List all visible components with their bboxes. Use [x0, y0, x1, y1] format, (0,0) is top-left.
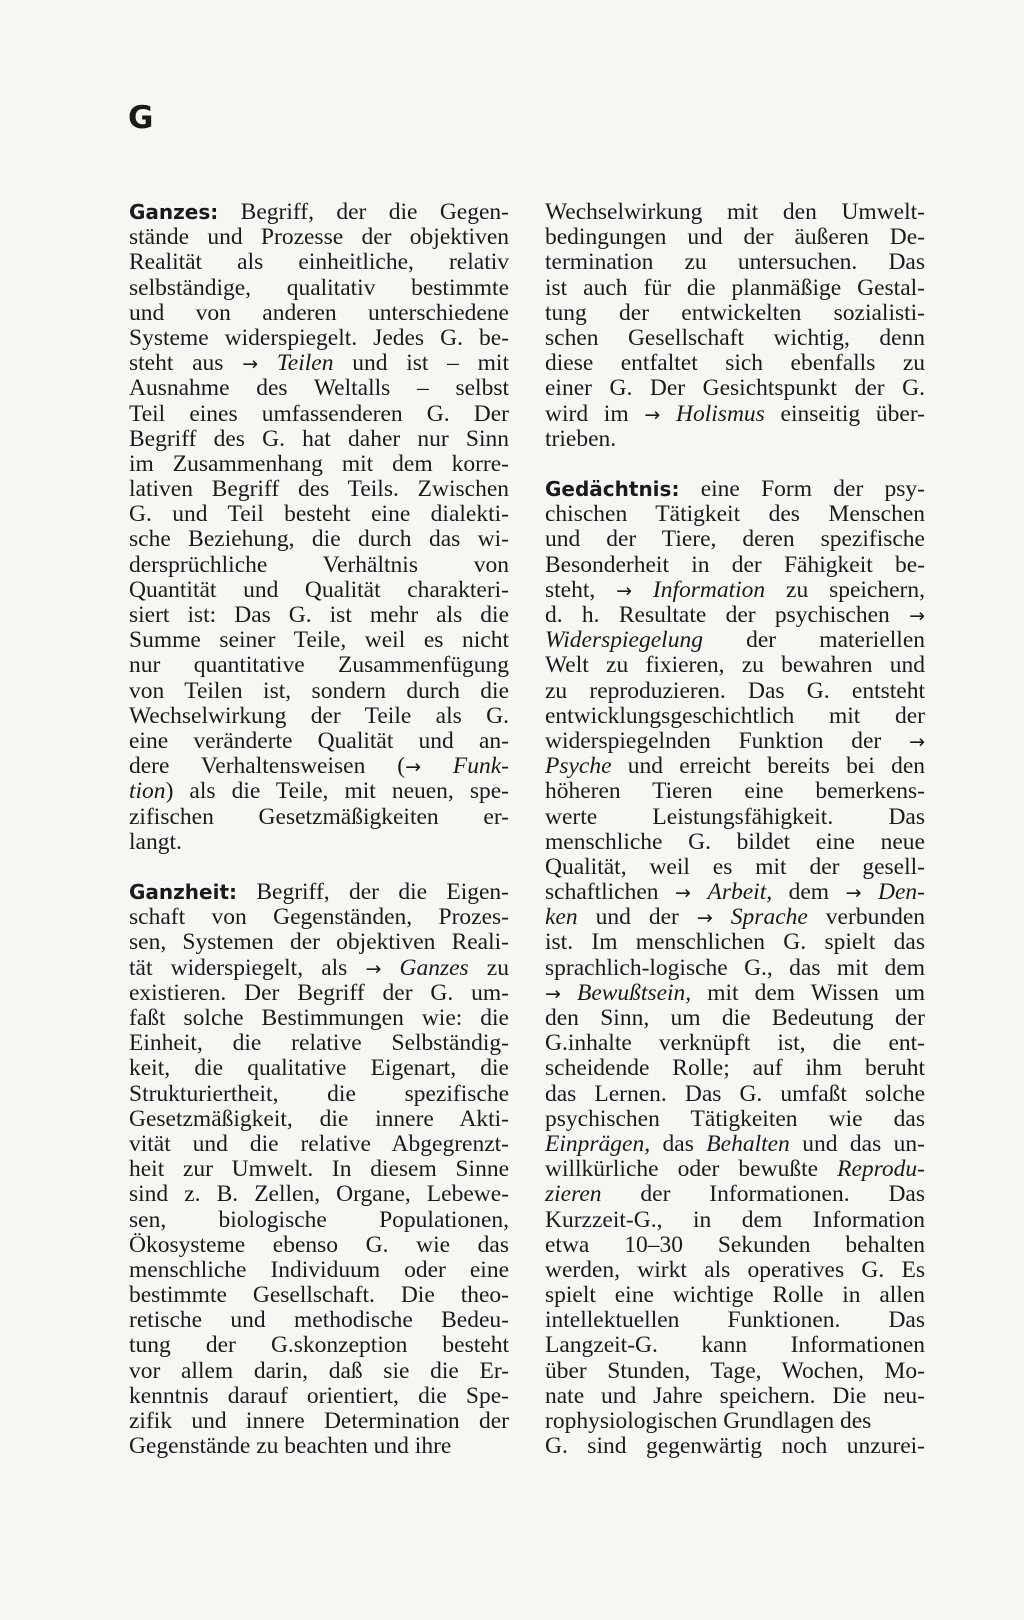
text-run: und der Tiere, deren spezifische — [545, 526, 925, 553]
text-line — [129, 779, 509, 804]
text-run: tung der G.skonzeption besteht — [129, 1332, 509, 1359]
text-run: G. sind gegenwärtig noch unzurei- — [545, 1433, 925, 1460]
cross-reference-term: Psyche — [545, 753, 612, 780]
text-line — [129, 1384, 509, 1409]
text-run: widerspiegelnden Funktion der — [545, 727, 910, 754]
text-line — [129, 1132, 509, 1157]
text-run: und das un- — [789, 1130, 925, 1157]
text-run — [713, 904, 731, 930]
text-line — [129, 402, 509, 427]
text-run: sind z. B. Zellen, Organe, Lebewe- — [129, 1181, 509, 1208]
text-run: und ist – mit — [333, 350, 509, 377]
cross-reference-term: Arbeit, — [707, 879, 773, 906]
text-run: heit zur Umwelt. In diesem Sinne — [129, 1156, 509, 1183]
text-line — [545, 779, 925, 804]
text-run: von Teilen ist, sondern durch die — [129, 677, 509, 704]
text-line — [129, 1333, 509, 1358]
text-line — [129, 1056, 509, 1081]
arrow-right-icon: → — [616, 579, 633, 602]
text-run: ) als die Teile, mit neuen, spe- — [165, 778, 509, 805]
text-line — [545, 1283, 925, 1308]
text-line — [545, 200, 925, 225]
text-line — [545, 326, 925, 351]
text-run: menschliche Individuum oder eine — [129, 1256, 509, 1283]
text-run: existieren. Der Begriff der G. um- — [129, 979, 509, 1006]
text-line — [129, 553, 509, 578]
text-run: schen Gesellschaft wichtig, denn — [545, 324, 925, 351]
text-line — [129, 376, 509, 401]
cross-reference-term: Sprache — [730, 904, 808, 931]
text-line — [129, 1283, 509, 1308]
text-run: keit, die qualitative Eigenart, die — [129, 1055, 509, 1082]
text-line — [545, 1107, 925, 1132]
text-line — [129, 805, 509, 830]
text-line — [545, 1208, 925, 1233]
text-run: der materiellen — [702, 627, 925, 654]
text-run: etwa 10–30 Sekunden behalten — [545, 1231, 925, 1258]
text-line — [545, 1384, 925, 1409]
text-run: Wechselwirkung mit den Umwelt- — [545, 199, 925, 225]
text-run: steht, — [545, 576, 617, 603]
arrow-right-icon: → — [909, 730, 925, 753]
text-line — [545, 754, 925, 779]
text-run: G.inhalte verknüpft ist, die ent- — [545, 1030, 925, 1057]
text-line — [545, 276, 925, 301]
text-line — [129, 502, 509, 527]
text-line — [129, 754, 509, 779]
text-run: der Informationen. Das — [601, 1181, 925, 1208]
text-run: eine Form der psy- — [679, 476, 925, 503]
text-line — [129, 1157, 509, 1182]
text-run: Teil eines umfassenderen G. Der — [129, 400, 509, 427]
text-line — [129, 1006, 509, 1031]
text-line — [545, 603, 925, 628]
cross-reference-term: Den- — [878, 879, 926, 906]
text-run: ist auch für die planmäßige Gestal- — [545, 274, 925, 301]
text-line — [545, 301, 925, 326]
text-line — [545, 477, 925, 502]
text-line — [545, 1082, 925, 1107]
text-run — [381, 955, 399, 981]
cross-reference-term: Information — [652, 576, 766, 603]
text-run: mit dem Wissen um — [691, 979, 926, 1006]
text-run: und von anderen unterschiedene — [129, 299, 509, 326]
text-line — [129, 1308, 509, 1333]
text-run: einseitig über- — [764, 400, 926, 427]
text-line — [129, 276, 509, 301]
text-run: faßt solche Bestimmungen wie: die — [129, 1005, 509, 1031]
text-line — [129, 603, 509, 628]
text-run: sen, Systemen der objektiven Reali- — [129, 929, 509, 956]
text-run: intellektuellen Funktionen. Das — [545, 1307, 925, 1334]
entry-headword: Gedächtnis: — [545, 477, 680, 502]
text-line — [545, 502, 925, 527]
text-run — [561, 980, 577, 1006]
text-line — [129, 1182, 509, 1207]
text-line — [129, 628, 509, 653]
text-line — [545, 930, 925, 955]
arrow-right-icon: → — [365, 957, 382, 980]
text-run: zu reproduzieren. Das G. entsteht — [545, 677, 925, 704]
cross-reference-term: Teilen — [276, 350, 334, 377]
text-line — [545, 376, 925, 401]
text-line — [129, 200, 509, 225]
text-line — [545, 905, 925, 930]
text-line — [545, 628, 925, 653]
text-run: lativen Begriff des Teils. Zwischen — [129, 476, 509, 503]
text-run: sprachlich-logische G., das mit dem — [545, 954, 925, 981]
text-line — [545, 1006, 925, 1031]
text-run: spielt eine wichtige Rolle in allen — [545, 1282, 925, 1309]
text-line — [129, 880, 509, 905]
text-run: menschliche G. bildet eine neue — [545, 828, 925, 855]
cross-reference-term: ken — [545, 904, 578, 931]
text-run: steht aus — [129, 350, 243, 377]
text-run: Summe seiner Teile, weil es nicht — [129, 627, 509, 654]
text-line — [129, 653, 509, 678]
text-run: vität und die relative Abgegrenzt- — [129, 1130, 509, 1157]
text-line — [545, 553, 925, 578]
arrow-right-icon: → — [545, 982, 561, 1005]
arrow-right-icon: → — [242, 353, 259, 376]
text-run: Begriff, der die Eigen- — [237, 879, 509, 906]
text-run: Strukturiertheit, die spezifische — [129, 1080, 509, 1107]
cross-reference-term: Behalten — [706, 1130, 790, 1157]
text-line — [545, 653, 925, 678]
text-line — [129, 477, 509, 502]
text-run: kenntnis darauf orientiert, die Spe- — [129, 1382, 509, 1409]
text-run: stände und Prozesse der objektiven — [129, 224, 509, 251]
text-run: wird im — [545, 400, 645, 427]
text-line — [545, 578, 925, 603]
text-line — [129, 301, 509, 326]
text-line — [545, 855, 925, 880]
text-line — [129, 225, 509, 250]
text-line — [129, 1082, 509, 1107]
text-run — [421, 753, 453, 779]
text-line — [129, 679, 509, 704]
text-run: diese entfaltet sich ebenfalls zu — [545, 350, 925, 377]
text-run: und erreicht bereits bei den — [611, 753, 925, 780]
text-run: vor allem darin, daß sie die Er- — [129, 1357, 509, 1384]
text-line — [545, 704, 925, 729]
text-run: zu — [468, 954, 509, 981]
text-line — [129, 427, 509, 452]
text-line — [545, 1132, 925, 1157]
text-line — [129, 250, 509, 275]
text-line — [129, 930, 509, 955]
cross-reference-term: Reprodu- — [837, 1156, 925, 1183]
text-line — [129, 1107, 509, 1132]
text-line — [129, 905, 509, 930]
cross-reference-term: Funk- — [452, 753, 509, 780]
text-line — [129, 326, 509, 351]
text-line — [545, 880, 925, 905]
arrow-right-icon: → — [845, 882, 862, 905]
text-run: höheren Tieren eine bemerkens- — [545, 778, 925, 805]
text-line — [545, 402, 925, 427]
text-run: sen, biologische Populationen, — [129, 1206, 509, 1233]
cross-reference-term: Ganzes — [399, 954, 469, 981]
text-run: psychischen Tätigkeiten wie das — [545, 1105, 925, 1132]
text-line — [545, 679, 925, 704]
text-run: tung der entwickelten sozialisti- — [545, 299, 925, 326]
text-run: Qualität, weil es mit der gesell- — [545, 853, 925, 880]
text-run: werden, wirkt als operatives G. Es — [545, 1256, 925, 1283]
arrow-right-icon: → — [696, 907, 713, 930]
text-line — [545, 1409, 925, 1434]
text-line — [545, 981, 925, 1006]
text-run: retische und methodische Bedeu- — [129, 1307, 509, 1334]
text-line — [129, 729, 509, 754]
text-run: chischen Tätigkeit des Menschen — [545, 501, 925, 528]
text-run: G. und Teil besteht eine dialekti- — [129, 501, 509, 528]
text-run: einer G. Der Gesichtspunkt der G. — [545, 375, 925, 402]
cross-reference-term: tion — [129, 778, 166, 805]
text-line — [129, 1409, 509, 1434]
cross-reference-term: Widerspiegelung — [545, 627, 703, 654]
text-line — [129, 1031, 509, 1056]
text-run: trieben. — [545, 425, 617, 452]
text-run: bestimmte Gesellschaft. Die theo- — [129, 1282, 509, 1309]
text-run — [632, 577, 653, 603]
text-run: Quantität und Qualität charakteri- — [129, 576, 509, 603]
text-line — [129, 1258, 509, 1283]
text-line — [545, 1359, 925, 1384]
arrow-right-icon: → — [644, 403, 661, 426]
text-run: Wechselwirkung der Teile als G. — [129, 702, 509, 729]
arrow-right-icon: → — [675, 882, 691, 905]
text-run: willkürliche oder bewußte — [545, 1156, 838, 1183]
text-run: Systeme widerspiegelt. Jedes G. be- — [129, 324, 509, 351]
text-run: rophysiologischen Grundlagen des — [545, 1408, 872, 1434]
text-line — [545, 1308, 925, 1333]
text-line — [129, 452, 509, 477]
text-line — [545, 805, 925, 830]
text-run: selbständige, qualitativ bestimmte — [129, 274, 509, 301]
text-line — [545, 830, 925, 855]
text-run: werte Leistungsfähigkeit. Das — [545, 803, 925, 830]
text-run: langt. — [129, 828, 182, 855]
text-run: ist. Im menschlichen G. spielt das — [545, 929, 925, 956]
text-line — [545, 729, 925, 754]
cross-reference-term: zieren — [545, 1181, 602, 1208]
text-run — [691, 879, 708, 905]
cross-reference-term: Einprägen, — [545, 1130, 651, 1157]
text-run: Begriff, der die Gegen- — [218, 199, 509, 225]
entry-headword: Ganzheit: — [129, 880, 238, 905]
text-run — [660, 401, 676, 427]
cross-reference-term: Bewußtsein, — [576, 979, 692, 1006]
text-run: Realität als einheitliche, relativ — [129, 249, 509, 276]
cross-reference-term: Holismus — [676, 400, 765, 427]
text-run: Ausnahme des Weltalls – selbst — [129, 375, 509, 402]
text-run: entwicklungsgeschichtlich mit der — [545, 702, 925, 729]
text-run: über Stunden, Tage, Wochen, Mo- — [545, 1357, 925, 1384]
text-line — [129, 956, 509, 981]
text-run: schaft von Gegenständen, Prozes- — [129, 904, 509, 931]
text-run: zifik und innere Determination der — [129, 1408, 509, 1434]
text-line — [129, 527, 509, 552]
text-run: Welt zu fixieren, zu bewahren und — [545, 652, 925, 679]
text-line — [129, 351, 509, 376]
text-line — [545, 1333, 925, 1358]
text-line — [545, 225, 925, 250]
text-run: Begriff des G. hat daher nur Sinn — [129, 425, 509, 452]
text-run: sche Beziehung, die durch das wi- — [129, 526, 509, 553]
arrow-right-icon: → — [405, 756, 421, 779]
text-run: Besonderheit in der Fähigkeit be- — [545, 551, 925, 578]
text-run: Einheit, die relative Selbständig- — [129, 1030, 509, 1057]
text-line — [545, 1233, 925, 1258]
text-run: und der — [577, 904, 697, 931]
text-line — [129, 981, 509, 1006]
text-line — [545, 1434, 925, 1459]
text-line — [129, 1208, 509, 1233]
text-run: dere Verhaltensweisen ( — [129, 753, 406, 780]
text-line — [545, 250, 925, 275]
entry-headword: Ganzes: — [129, 200, 219, 224]
text-line — [545, 1182, 925, 1207]
text-run — [258, 350, 277, 376]
text-run: Gegenstände zu beachten und ihre — [129, 1433, 452, 1460]
text-run: schaftlichen — [545, 879, 676, 906]
text-run: tät widerspiegelt, als — [129, 954, 366, 981]
text-run: Gesetzmäßigkeit, die innere Akti- — [129, 1105, 509, 1132]
text-run: siert ist: Das G. ist mehr als die — [129, 602, 509, 628]
right-column — [545, 200, 925, 1459]
text-run: termination zu untersuchen. Das — [545, 249, 925, 276]
text-line — [129, 1233, 509, 1258]
text-line — [545, 351, 925, 376]
text-run: Langzeit-G. kann Informationen — [545, 1332, 925, 1359]
text-line — [545, 1031, 925, 1056]
left-column — [129, 200, 509, 1459]
text-run: dem — [772, 879, 846, 906]
text-line — [545, 1258, 925, 1283]
text-line — [545, 956, 925, 981]
text-run: verbunden — [807, 904, 925, 931]
text-run — [862, 879, 879, 905]
section-letter: G — [128, 100, 154, 136]
text-run: eine veränderte Qualität und an- — [129, 727, 509, 754]
text-run: nate und Jahre speichern. Die neu- — [545, 1382, 925, 1409]
text-run: nur quantitative Zusammenfügung — [129, 652, 509, 679]
text-run: im Zusammenhang mit dem korre- — [129, 450, 509, 477]
text-run: zu speichern, — [765, 576, 925, 603]
text-run: den Sinn, um die Bedeutung der — [545, 1005, 925, 1031]
text-line — [129, 578, 509, 603]
text-run: dersprüchliche Verhältnis von — [129, 551, 509, 578]
text-line — [545, 427, 925, 452]
text-line — [545, 527, 925, 552]
text-run: zifischen Gesetzmäßigkeiten er- — [129, 803, 509, 830]
text-line — [129, 704, 509, 729]
text-run: scheidende Rolle; auf ihm beruht — [545, 1055, 925, 1082]
text-run: Kurzzeit-G., in dem Information — [545, 1206, 925, 1233]
text-line — [129, 830, 509, 855]
text-run: Ökosysteme ebenso G. wie das — [129, 1231, 509, 1258]
text-line — [129, 1359, 509, 1384]
text-line — [545, 1157, 925, 1182]
text-run: das — [650, 1130, 707, 1157]
text-run: d. h. Resultate der psychischen — [545, 602, 910, 628]
arrow-right-icon: → — [909, 605, 925, 627]
text-run: bedingungen und der äußeren De- — [545, 224, 925, 251]
text-line — [545, 1056, 925, 1081]
text-run: das Lernen. Das G. umfaßt solche — [545, 1080, 925, 1107]
text-line — [129, 1434, 509, 1459]
